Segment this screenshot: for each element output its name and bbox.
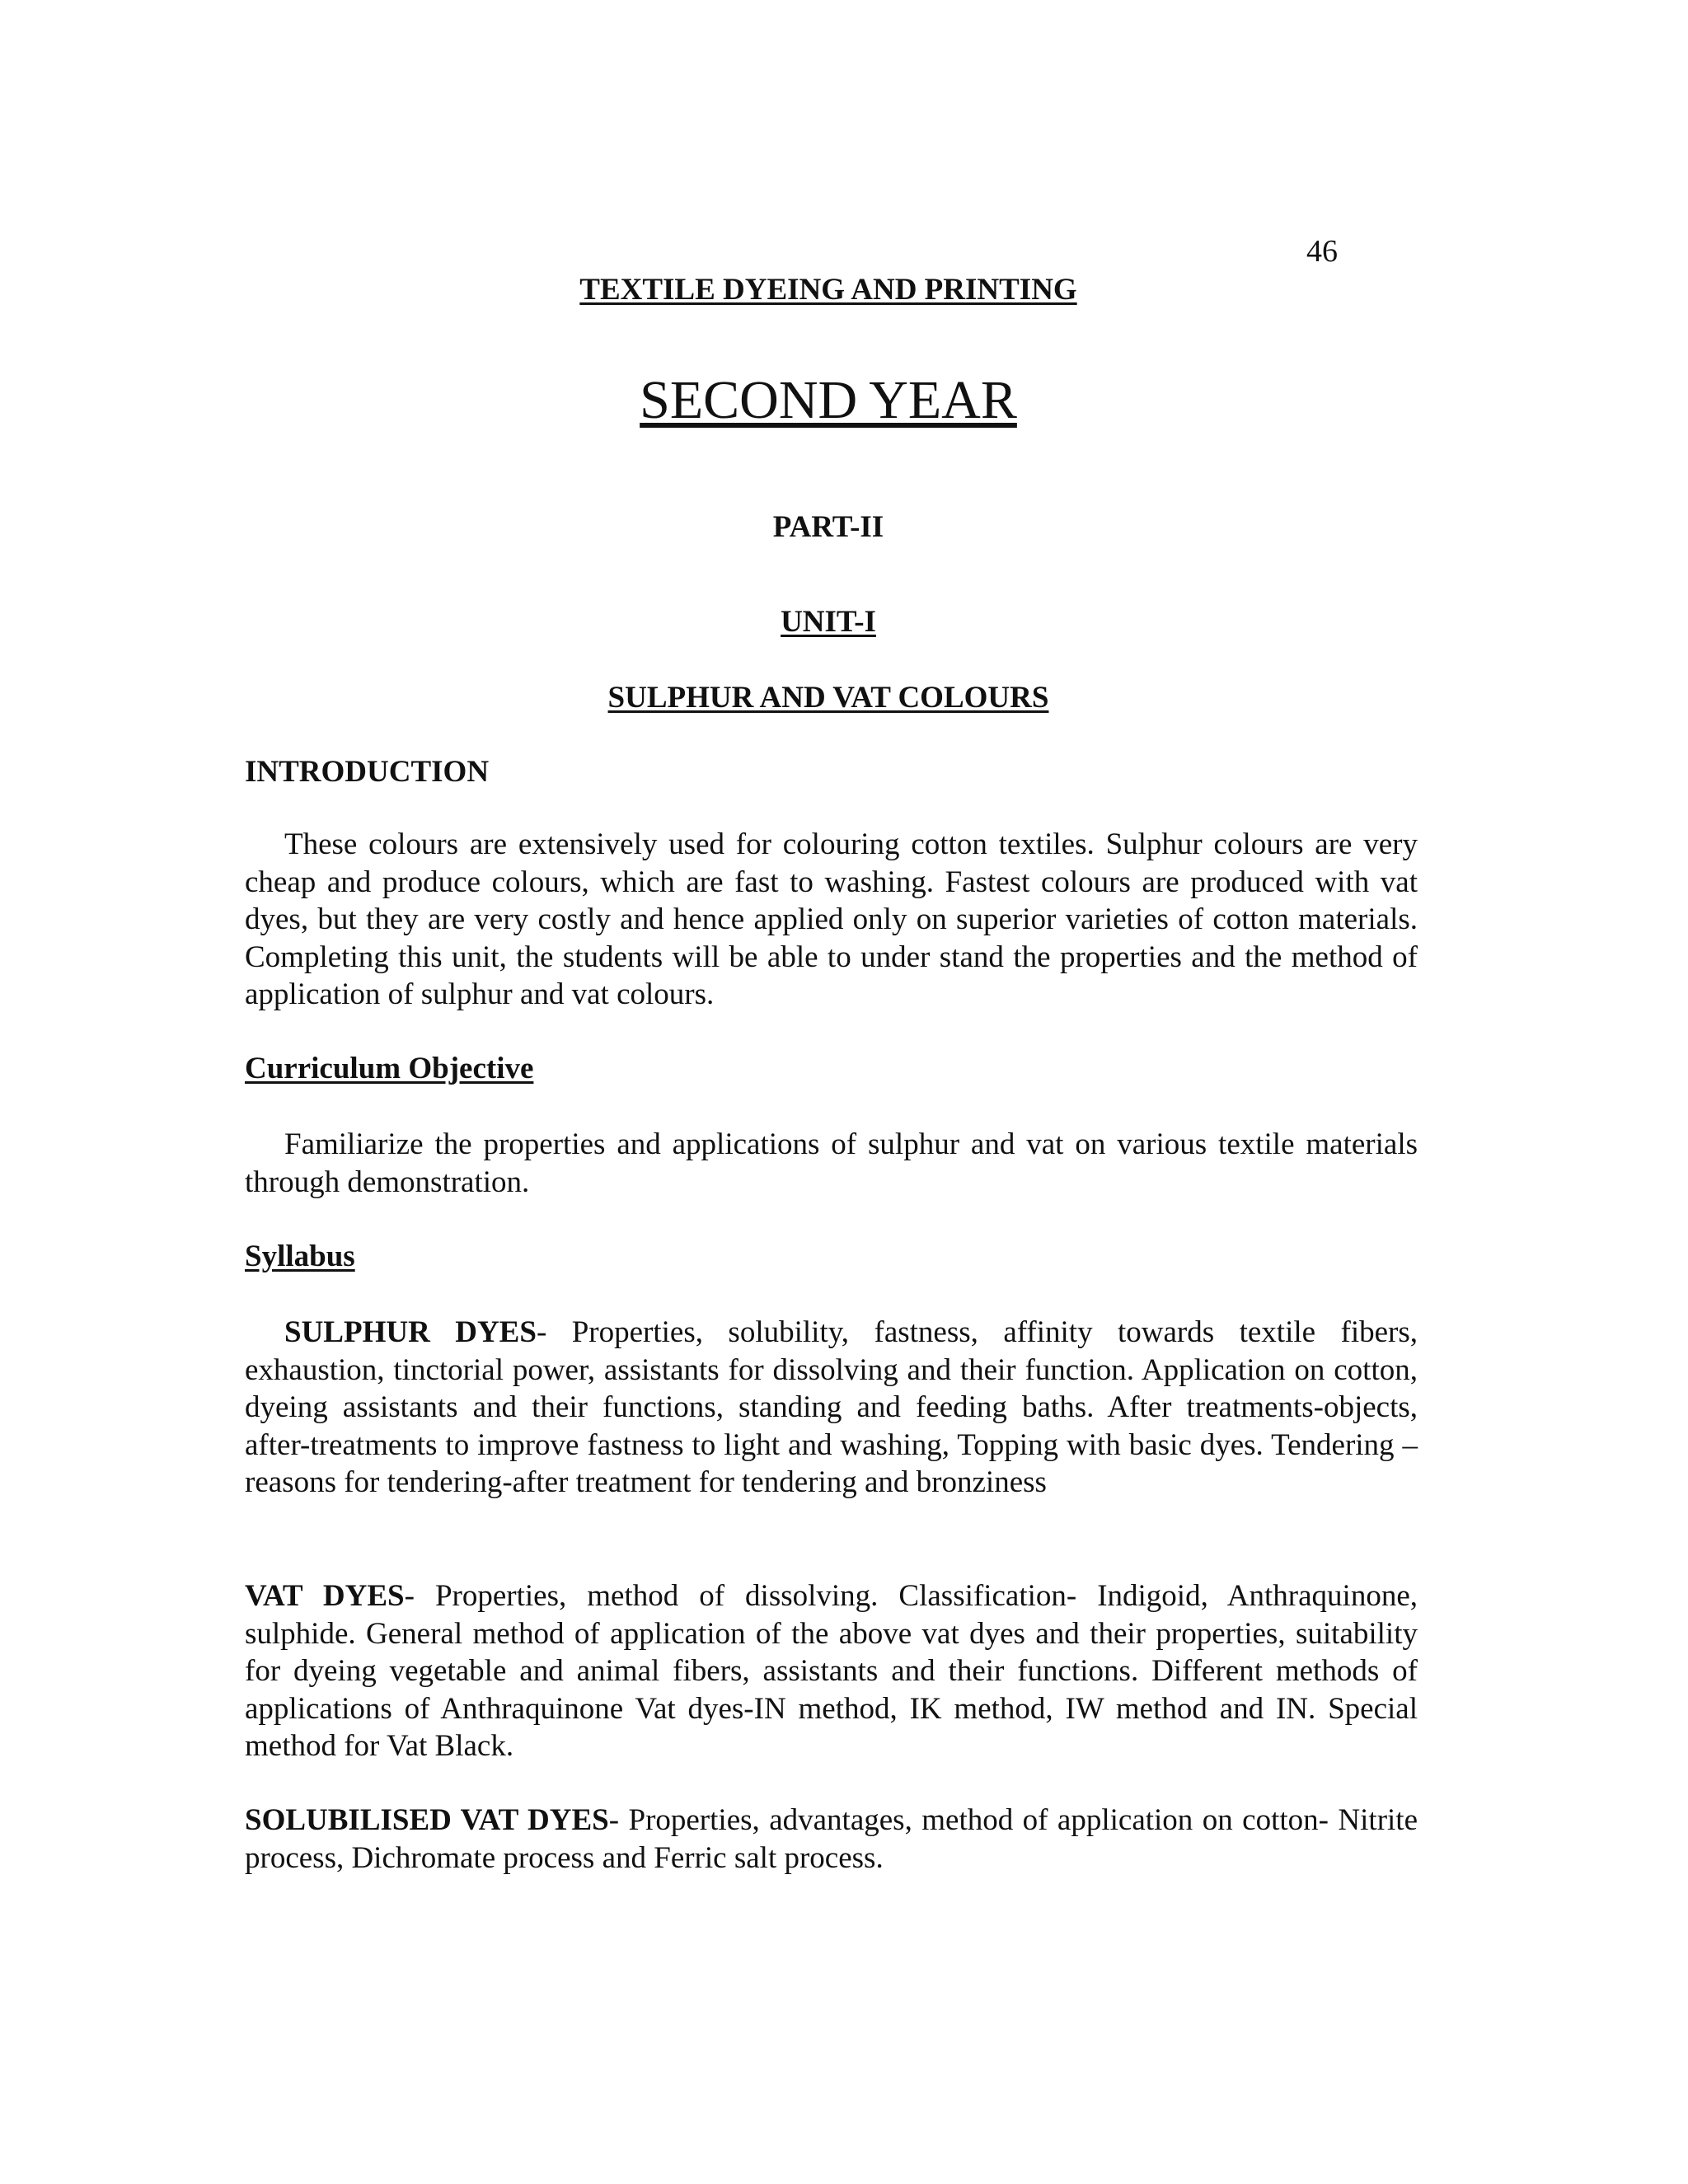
vat-dyes-text: - Properties, method of dissolving. Classification- Indigoid, Anthraquinone, sulphide. General method of application of the above vat dyes and their properties, suitability for dyeing vegetable and animal fibers, assistants and their functions. Different methods of applications of Anthraquinone Vat dyes-IN method, IK method, IW method and IN. Special method for Vat Black. <box>245 1579 1418 1763</box>
solubilised-vat-dyes-text: - Properties, advantages, method of application on cotton- Nitrite process, Dichromate process and Ferric salt process. <box>245 1803 1418 1875</box>
curriculum-objective-heading: Curriculum Objective <box>245 1052 534 1085</box>
vat-dyes-paragraph <box>245 1577 1418 1765</box>
sulphur-dyes-paragraph <box>245 1314 1418 1502</box>
sulphur-dyes-text: - Properties, solubility, fastness, affinity towards textile fibers, exhaustion, tinctorial power, assistants for dissolving and their function. Application on cotton, dyeing assistants and their functions, standing and feeding baths. After treatments-objects, after-treatments to improve fastness to light and washing, Topping with basic dyes. Tendering – reasons for tendering-after treatment for tendering and bronziness <box>245 1315 1418 1499</box>
year-title: SECOND YEAR <box>640 370 1017 430</box>
part-title: PART-II <box>772 510 884 544</box>
introduction-heading: INTRODUCTION <box>245 755 490 789</box>
unit-title: UNIT-I <box>781 605 876 639</box>
sulphur-dyes-term: SULPHUR DYES <box>284 1315 537 1349</box>
introduction-paragraph: These colours are extensively used for colouring cotton textiles. Sulphur colours are very cheap and produce colours, which are fast to washing. Fastest colours are produced with vat dyes, but they are very costly and hence applied only on superior varieties of cotton materials. Completing this unit, the students will be able to under stand the properties and the method of application of sulphur and vat colours. <box>245 827 1418 1011</box>
syllabus-heading: Syllabus <box>245 1240 355 1273</box>
solubilised-vat-dyes-term: SOLUBILISED VAT DYES <box>245 1803 609 1837</box>
vat-dyes-term: VAT DYES <box>245 1579 405 1613</box>
unit-subtitle: SULPHUR AND VAT COLOURS <box>607 681 1049 715</box>
solubilised-vat-dyes-paragraph <box>245 1802 1418 1877</box>
page-number: 46 <box>1306 234 1338 269</box>
curriculum-objective-paragraph: Familiarize the properties and applications of sulphur and vat on various textile materials through demonstration. <box>245 1127 1418 1199</box>
document-title: TEXTILE DYEING AND PRINTING <box>579 273 1077 307</box>
